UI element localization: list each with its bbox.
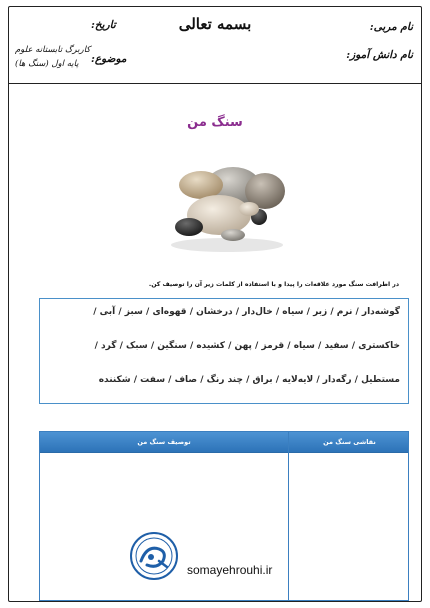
subject-label: موضوع:: [91, 53, 127, 65]
word-bank-line-3: مستطیل / رگه‌دار / لایه‌لایه / براق / چند رنگ / صاف / سفت / شکننده: [98, 375, 400, 385]
date-label: تاریخ:: [91, 19, 116, 31]
column-header-draw: نقاشی سنگ من: [323, 438, 376, 446]
website-url[interactable]: somayehrouhi.ir: [187, 563, 273, 577]
site-logo-icon: [129, 531, 179, 581]
answer-table-header: [40, 432, 408, 453]
subject-line-2: پایه اول (سنگ ها): [15, 59, 79, 69]
word-bank-box: [39, 298, 409, 404]
worksheet-page: [8, 6, 422, 602]
stone-dark-small: [175, 218, 203, 236]
page-title: سنگ من: [187, 115, 243, 130]
student-name-label: نام دانش آموز:: [346, 49, 413, 61]
footer: [9, 527, 421, 603]
word-bank-line-1: گوشه‌دار / نرم / زبر / سیاه / خال‌دار / درخشان / قهوه‌ای / سبز / آبی /: [93, 307, 400, 317]
subject-line-1: کاربرگ تابستانه علوم: [15, 45, 91, 55]
stones-image: [161, 147, 289, 257]
header: [9, 7, 421, 84]
word-bank-line-2: خاکستری / سفید / سیاه / قرمز / پهن / کشیده / سنگین / سبک / گرد /: [94, 341, 400, 351]
stone-tan: [179, 171, 223, 199]
stone-flat-grey: [221, 229, 245, 241]
bismillah-heading: بسمه تعالی: [178, 15, 252, 33]
teacher-name-label: نام مربی:: [369, 21, 413, 33]
instruction-text: در اطرافت سنگ مورد علاقه‌ات را پیدا و با استفاده از کلمات زیر آن را توصیف کن.: [148, 281, 399, 288]
stone-white-small: [239, 202, 259, 216]
column-header-describe: توصیف سنگ من: [137, 438, 191, 446]
